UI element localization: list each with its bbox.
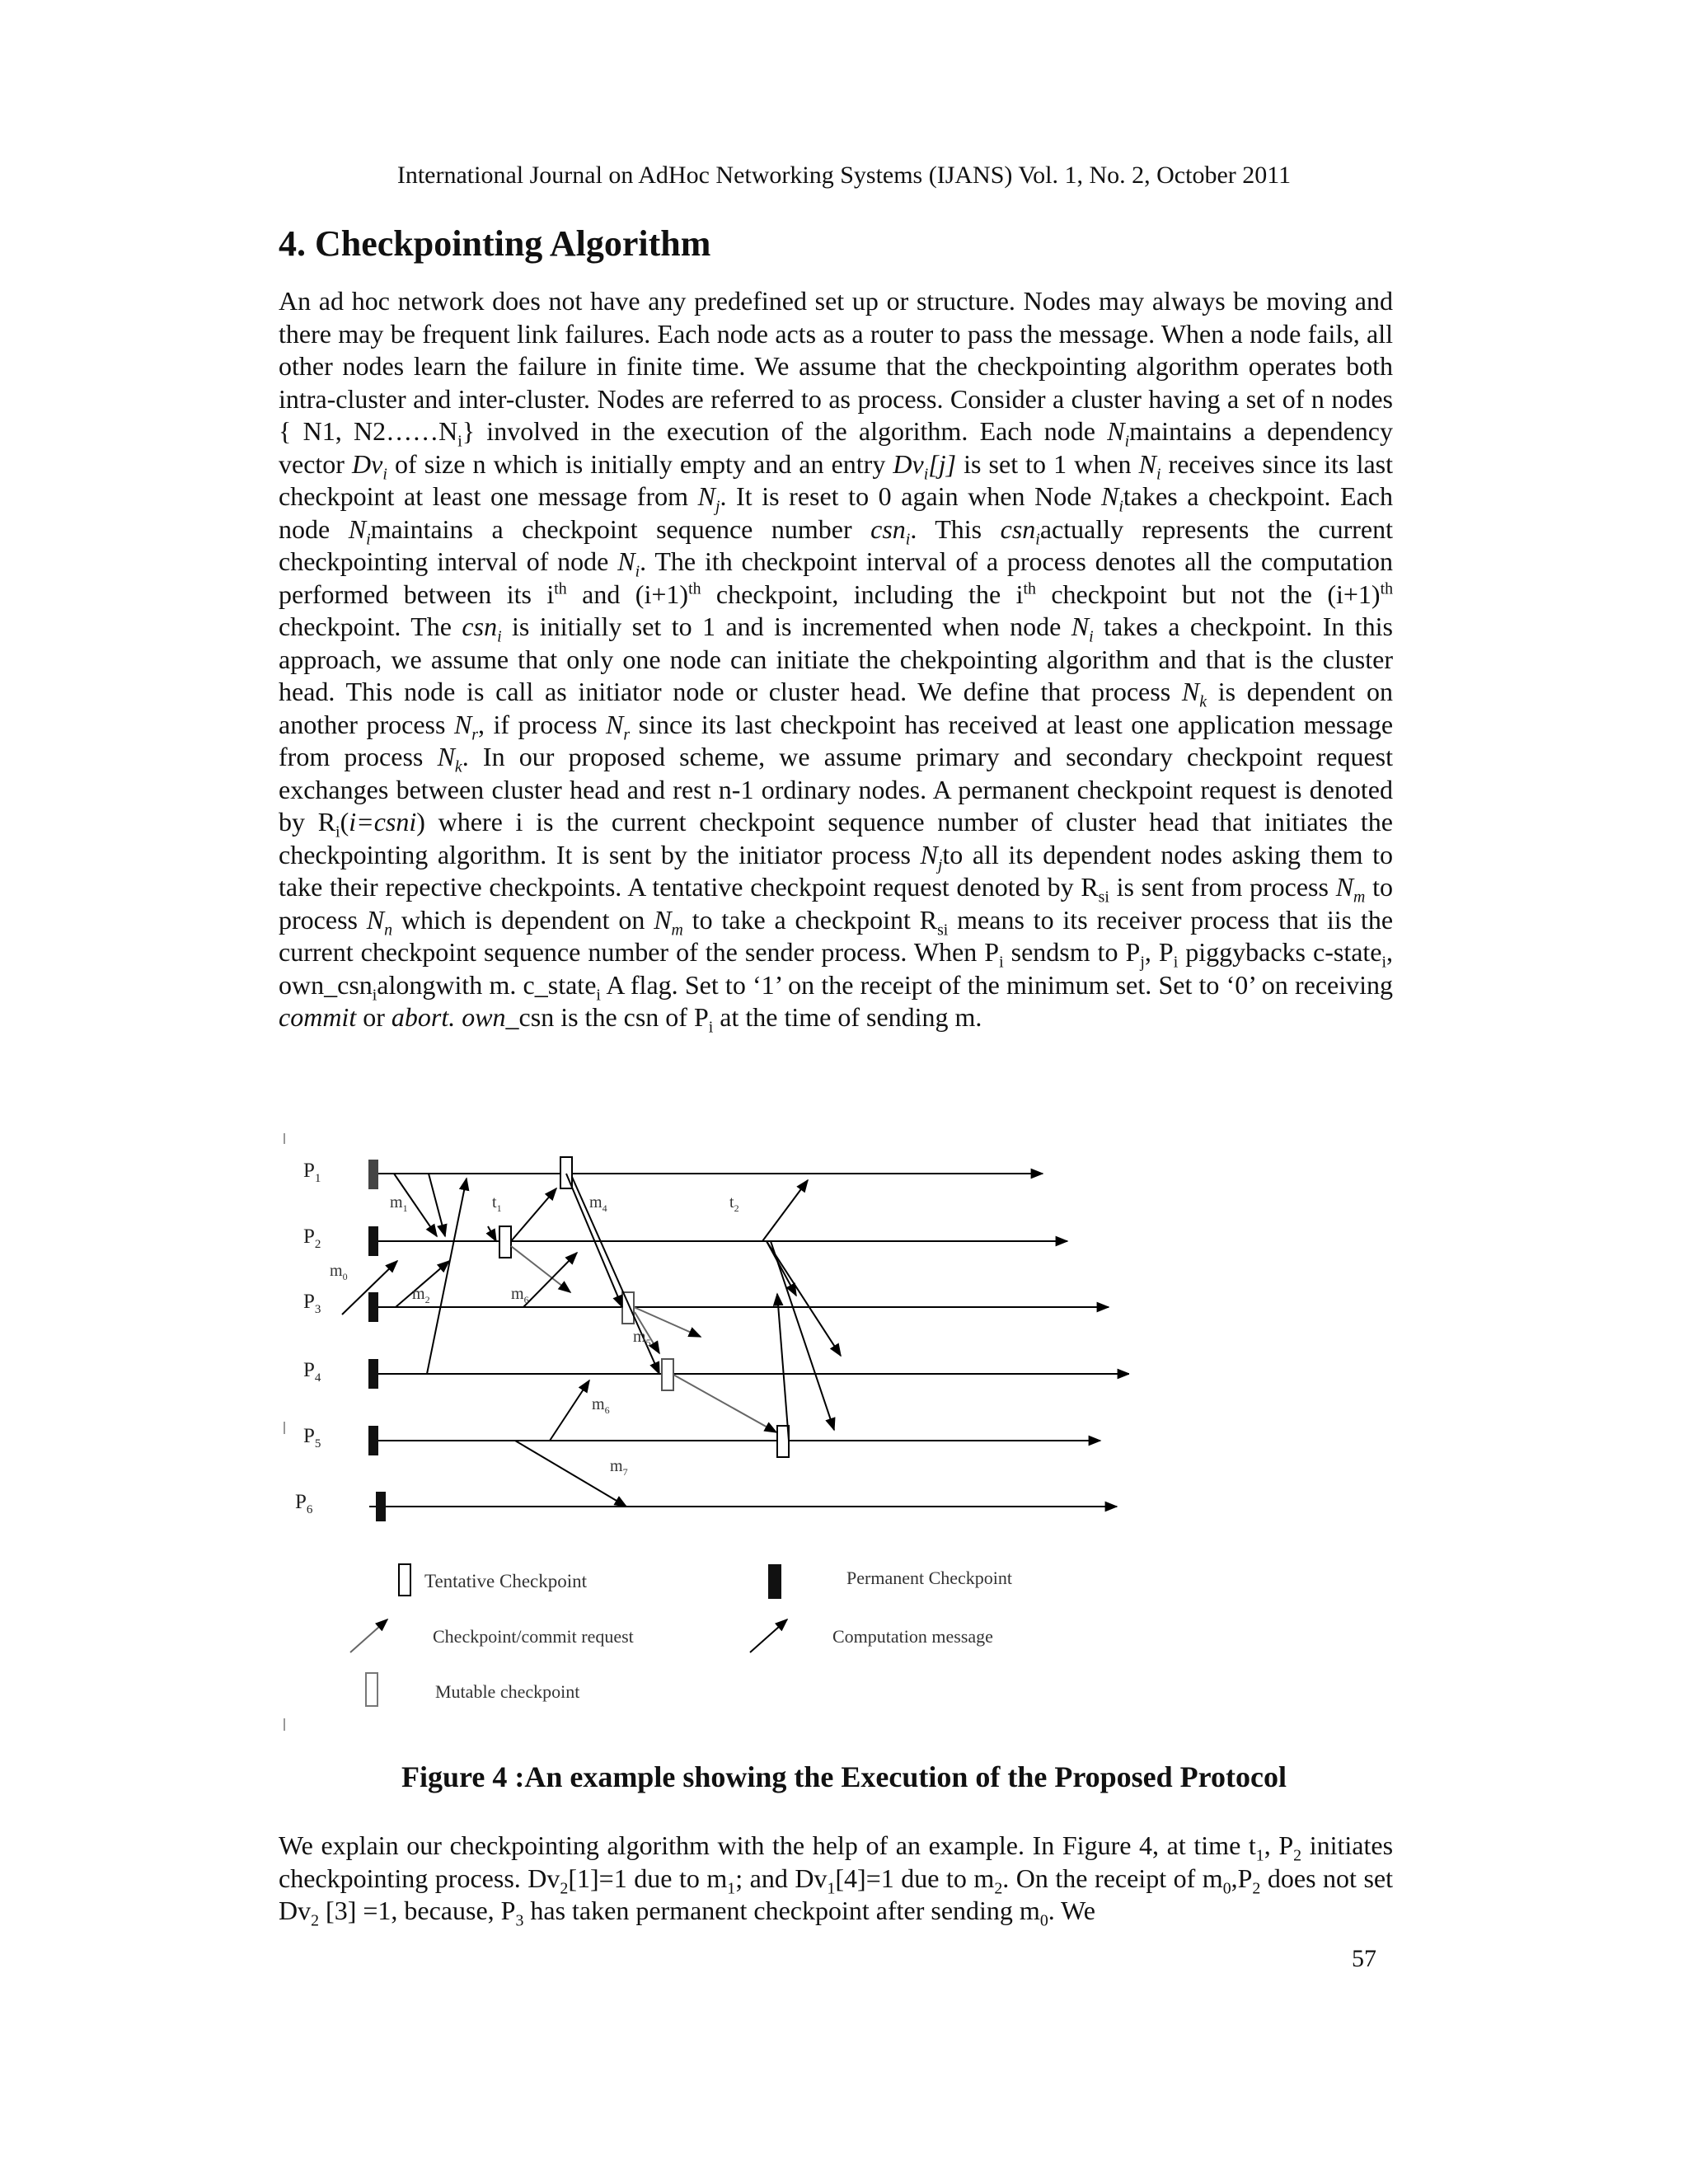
legend-request-label: Checkpoint/commit request — [433, 1626, 634, 1647]
checkpoint-request-t2-p1 — [762, 1180, 808, 1241]
paragraph-checkpointing-description: An ad hoc network does not have any predefined set up or structure. Nodes may always be moving and there may be frequent link failures. Each node acts as a router to pass the message. When a node fails, all other nodes learn the failure in finite time. We assume that the checkpointing algorithm operates both intra-cluster and inter-cluster. Nodes are referred to as process. Consider a cluster having a set of n nodes { N1, $N2\dots\dots N_i$} involved in the execution of the algorithm. Each node $N_imaintains$ a dependency vector $Dv_i$ of size n which is initially empty and an entry $Dv_i[j]$ is set to 1 when $N_i$ receives since its last checkpoint at least one message from $N_j$. It is reset to 0 again when Node $N_itakes$ a checkpoint. Each node $N_imaintains$ a checkpoint sequence number csn$_i$. This csn$_i$actually represents the current checkpointing interval of node $N_i$. The ith checkpoint interval of a process denotes all the computation performed between its $i^{th}$ and $(i+1)^{th}$ checkpoint, including the $i^{th}$ checkpoint but not the $(i+1)^{th}$ checkpoint. The csn$_i$ is initially set to 1 and is incremented when node $N_i$ takes a checkpoint. In this approach, we assume that only one node can initiate the chekpointing algorithm and that is the cluster head. This node is call as initiator node or cluster head. We define that process $N_k$ is dependent on another process $N_r$, if process $N_r$ since its last checkpoint has received at least one application message from process $N_k$. In our proposed scheme, we assume primary and secondary checkpoint request exchanges between cluster head and rest n-1 ordinary nodes. A permanent checkpoint request is denoted by $R_i(i=csni)$ where i is the current checkpoint sequence number of cluster head that initiates the checkpointing algorithm. It is sent by the initiator process $N_jto$ all its dependent nodes asking them to take their repective checkpoints. A tentative checkpoint request denoted by $R_{si}$ is sent from process $N_m$ to process $N_n$ which is dependent on $N_m$ to take a checkpoint $R_{si}$ means to its receiver process that iis the current checkpoint sequence number of the sender process. When $P_i$ sendsm to $P_j$, $P_i$ piggybacks c-state$_i$, own_csn$_i$alongwith m. c_state$_i$ A flag. Set to ‘1’ on the receipt of the minimum set. Set to ‘0’ on receiving commit or abort. own_csn is the csn of $P_i$ at the time of sending m. — [279, 286, 1394, 1037]
permanent-checkpoint-p1 — [368, 1160, 378, 1189]
legend-permanent-icon — [768, 1564, 781, 1599]
label-m7: $m_7$ — [610, 1457, 628, 1478]
permanent-checkpoint-p3 — [368, 1292, 378, 1322]
permanent-checkpoint-p5 — [368, 1426, 378, 1455]
paragraph-example-explanation: We explain our checkpointing algorithm with the help of an example. In Figure 4, at time $t_1$, $P_2$ initiates checkpointing process. $Dv_2[1]=1$ due to $m_1$; and $Dv_1[4]=1$ due to $m_2$. On the receipt of $m_0,P_2$ does not set $Dv_2$ [3] =1, because, $P_3$ has taken permanent checkpoint after sending $m_0$. We — [279, 1830, 1394, 1930]
legend — [350, 1564, 1012, 1706]
section-title: Checkpointing Algorithm — [315, 223, 711, 264]
label-m5: $m_5$ — [633, 1328, 651, 1348]
figure-caption: Figure 4 :An example showing the Execution of the Proposed Protocol — [401, 1760, 1287, 1793]
section-number: 4. — [279, 223, 306, 264]
legend-mutable-label: Mutable checkpoint — [435, 1681, 580, 1702]
label-m6: $m_6$ — [511, 1285, 529, 1305]
label-m4: $m_4$ — [589, 1193, 607, 1214]
tentative-checkpoint-p4 — [662, 1359, 673, 1390]
label-t1: $t_1$ — [492, 1193, 502, 1214]
process-label-p2: $P_2$ — [303, 1226, 321, 1251]
label-m0: $m_0$ — [330, 1262, 348, 1282]
message-m6 — [523, 1253, 577, 1307]
legend-tentative-label: Tentative Checkpoint — [424, 1571, 588, 1591]
legend-request-icon — [350, 1619, 387, 1652]
reply-p5 — [777, 1294, 789, 1441]
tentative-checkpoint-p2 — [499, 1226, 511, 1258]
message-m8 — [550, 1380, 589, 1441]
request-arrow — [673, 1375, 776, 1432]
process-label-p6: $P_6$ — [295, 1491, 313, 1516]
checkpoint-request-p2-p1 — [511, 1188, 556, 1241]
legend-permanent-label: Permanent Checkpoint — [846, 1568, 1013, 1588]
running-header: International Journal on AdHoc Networking Systems (IJANS) Vol. 1, No. 2, October 2011 — [396, 162, 1292, 189]
label-m8: $m_6$ — [592, 1395, 610, 1416]
process-label-p4: $P_4$ — [303, 1359, 321, 1385]
section-heading — [279, 223, 710, 265]
page-number: 57 — [1352, 1945, 1376, 1972]
legend-computation-icon — [750, 1619, 787, 1652]
tentative-checkpoint-p5 — [777, 1426, 789, 1457]
label-m1: $m_1$ — [390, 1193, 408, 1214]
permanent-checkpoint-p6 — [376, 1492, 386, 1521]
label-t2: $t_2$ — [729, 1193, 739, 1214]
execution-diagram — [272, 1121, 1129, 1747]
process-label-p1: $P_1$ — [303, 1160, 321, 1185]
label-m2: $m_2$ — [412, 1285, 430, 1305]
tentative-checkpoint-p3 — [622, 1292, 634, 1324]
permanent-checkpoint-p4 — [368, 1359, 378, 1389]
legend-mutable-icon — [366, 1673, 377, 1706]
permanent-checkpoint-p2 — [368, 1226, 378, 1256]
legend-computation-label: Computation message — [832, 1626, 993, 1647]
request-arrow — [488, 1226, 496, 1241]
process-label-p5: $P_5$ — [303, 1425, 321, 1451]
figure-4 — [272, 1121, 1129, 1747]
legend-tentative-icon — [399, 1564, 410, 1596]
process-label-p3: $P_3$ — [303, 1291, 321, 1316]
message-m2 — [427, 1179, 467, 1374]
